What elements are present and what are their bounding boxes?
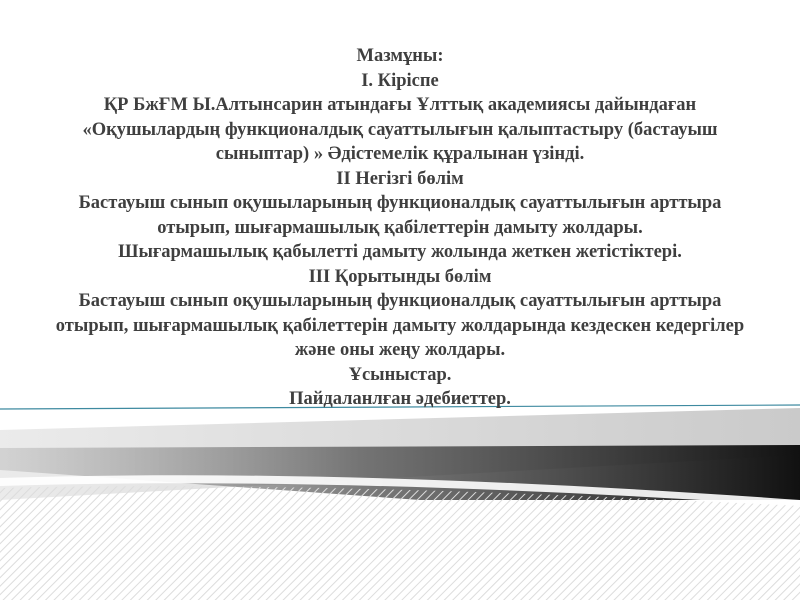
- toc-intro-text: ҚР БжҒМ Ы.Алтынсарин атындағы Ұлттық академиясы дайындаған «Оқушылардың функционалдық сауаттылығын қалыптастыру (бастауыш сыныптар) » Әдістемелік құралынан үзінді.: [82, 95, 718, 164]
- hatched-area: [0, 486, 800, 600]
- table-of-contents: [55, 44, 745, 412]
- toc-references: Пайдаланлған әдебиеттер.: [289, 389, 511, 409]
- toc-conclusion-item: Бастауыш сынып оқушыларының функционалдық сауаттылығын арттыра отырып, шығармашылық қабілеттерін дамыту жолдарында кездескен кедергілер және оны жеңу жолдары.: [55, 291, 745, 360]
- toc-heading: Мазмұны:: [356, 46, 444, 66]
- toc-section-main: ІІ Негізгі бөлім: [336, 168, 464, 189]
- toc-main-item-1: Бастауыш сынып оқушыларының функционалдық сауаттылығын арттыра отырып, шығармашылық қабілеттерін дамыту жолдары.: [78, 193, 722, 238]
- toc-main-item-2: Шығармашылық қабылетті дамыту жолында жеткен жетістіктері.: [118, 242, 682, 262]
- toc-recommendations: Ұсыныстар.: [348, 364, 452, 385]
- toc-section-conclusion: ІІІ Қорытынды бөлім: [308, 266, 492, 287]
- toc-section-intro: І. Кіріспе: [361, 70, 439, 91]
